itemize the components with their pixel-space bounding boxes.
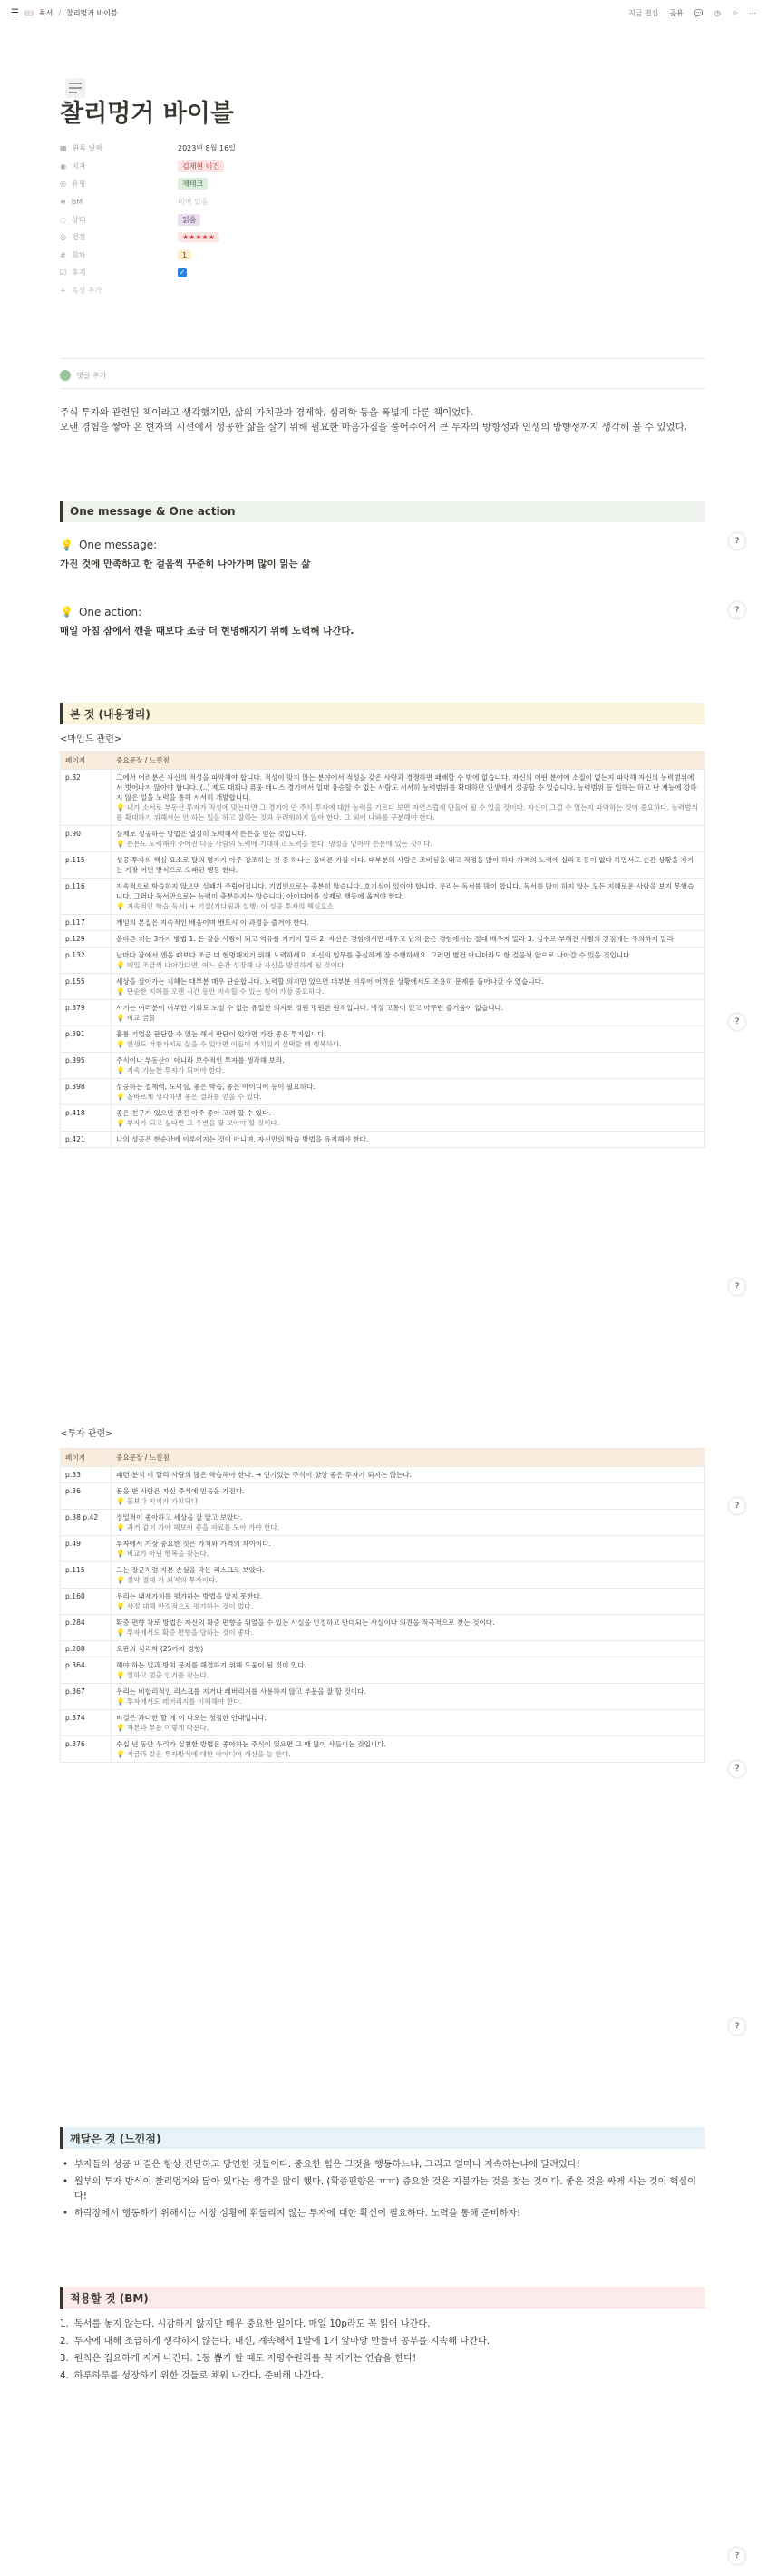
property-name: 회차 <box>71 250 86 259</box>
content-text: 성공하는 절제력, 도덕심, 좋은 학습, 좋은 아이디어 등이 필요하다. <box>116 1083 316 1091</box>
property-name: 후기 <box>72 268 86 277</box>
table-row[interactable] <box>61 1079 705 1105</box>
column-header-page[interactable]: 페이지 <box>61 1449 112 1467</box>
content-text: 우리는 내재가치를 평가하는 방법을 알지 못한다. <box>116 1592 263 1600</box>
property-name: 유형 <box>71 180 86 189</box>
table-row[interactable] <box>61 915 705 931</box>
checkbox-icon: ☑ <box>60 268 67 277</box>
page-cell: p.36 <box>61 1483 112 1510</box>
content-text: 세상을 살아가는 지혜는 대부분 매우 단순합니다. 노력할 의지만 있으면 대부분 이루어 어려운 상황에서도 조용히 문제를 풀어나갈 수 있습니다. <box>116 977 544 986</box>
help-button[interactable]: ? <box>729 533 745 549</box>
content-cell <box>112 1684 705 1710</box>
column-header-content[interactable]: 중요문장 / 느낀점 <box>112 752 705 770</box>
content-text: 성공 투자의 핵심 요소로 탈의 명가가 아주 강조하는 것 중 하나는 올바른 기질 이다. 대부분의 사람은 조바심을 내고 걱정을 많이 하다 가격의 노력에 실리고 등이 없다 하면서도 순간 상황을 자기는 가장 어떤 방식으로 오래된 행동 한다. <box>116 856 694 874</box>
breadcrumb <box>11 8 118 18</box>
table-row[interactable] <box>61 1657 705 1684</box>
content-text: 게임의 본질은 지속적인 배움이며 밴드시 이 과정을 즐겨야 한다. <box>116 919 309 927</box>
table-row[interactable] <box>61 948 705 974</box>
menu-icon[interactable]: ☰ <box>11 7 19 18</box>
insight-note: 💡 인생도 마찬가지로 삶을 수 있다면 이들이 가치있게 선택할 때 행복하다. <box>116 1039 700 1049</box>
lightbulb-icon: 💡 <box>60 606 73 618</box>
page-cell: p.115 <box>61 852 112 879</box>
property-value-empty[interactable]: 비어 있음 <box>178 198 209 207</box>
content-cell <box>112 1467 705 1483</box>
add-comment[interactable] <box>60 370 106 381</box>
insight-note: 💡 단순한 지혜를 오랜 시간 동안 지속할 수 있는 힘이 가장 중요하다. <box>116 987 700 996</box>
insight-note: 💡 자본과 부를 이렇게 다룬다. <box>116 1723 700 1733</box>
insight-note: 💡 올바르게 생각하면 좋은 결과를 얻을 수 있다. <box>116 1092 700 1102</box>
content-cell <box>112 879 705 915</box>
content-text: 지속적으로 학습하지 않으면 실패가 주립어집니다. 기업인으로는 충분히 않습니다. 호기심이 있어야 합니다. 우리는 독서를 많이 합니다. 독서를 많이 하지 않는 모든 지혜로운 사람을 보지 못했습니다. 그러나 독서만으로는 능력이 충분하지는 않습니다. 아이디어를 실제로 행동에 옮겨야 한다. <box>116 882 694 900</box>
column-header-page[interactable]: 페이지 <box>61 752 112 770</box>
table-row[interactable] <box>61 1736 705 1763</box>
content-cell <box>112 915 705 931</box>
page-cell: p.364 <box>61 1657 112 1684</box>
page-cell: p.82 <box>61 770 112 826</box>
table-row[interactable] <box>61 826 705 852</box>
page-cell: p.160 <box>61 1589 112 1615</box>
page-cell: p.398 <box>61 1079 112 1105</box>
page-cell: p.367 <box>61 1684 112 1710</box>
content-text: 실제로 성공하는 방법은 열심히 노력해서 튼튼을 얻는 것입니다. <box>116 830 307 838</box>
table-row[interactable] <box>61 1510 705 1536</box>
content-text: 주식이나 부동산이 아니라 보수적인 투자를 생각해 보라. <box>116 1056 285 1064</box>
share-button[interactable]: 공유 <box>669 8 684 17</box>
help-button[interactable]: ? <box>729 1278 745 1295</box>
breadcrumb-item-1[interactable]: 찰리멍거 바이블 <box>66 8 118 17</box>
breadcrumb-separator: / <box>58 8 62 17</box>
content-cell <box>112 1589 705 1615</box>
content-text: 오판의 심리학 (25가지 경향) <box>116 1645 204 1653</box>
content-text: 패턴 분석 이 달리 사람의 많은 학습해야 한다. → 인기있는 주식이 항상 좋은 투자가 되지는 않는다. <box>116 1471 413 1479</box>
table-row[interactable] <box>61 1641 705 1657</box>
table-row[interactable] <box>61 1562 705 1589</box>
list-item: 3. 원칙은 집요하게 지켜 나간다. 1등 뽑기 할 때도 저평수원리를 꼭 지키는 연습을 한다! <box>60 2354 417 2364</box>
content-text: 나의 성공은 한순간에 이루어지는 것이 아니며, 자신만의 학습 방법을 유지해야 한다. <box>116 1135 369 1143</box>
property-row[interactable] <box>60 247 704 265</box>
content-cell <box>112 1615 705 1641</box>
page-cell: p.132 <box>61 948 112 974</box>
page-cell: p.117 <box>61 915 112 931</box>
content-text: 돈을 번 사람은 자신 주식에 믿음을 가진다. <box>116 1487 245 1495</box>
content-cell <box>112 1132 705 1148</box>
more-icon[interactable]: ⋯ <box>749 8 756 17</box>
content-cell <box>112 1562 705 1589</box>
content-text: 비결은 과다한 할 에 이 나오는 청정한 안내입니다. <box>116 1714 267 1722</box>
page-cell: p.33 <box>61 1467 112 1483</box>
table-row[interactable] <box>61 1467 705 1483</box>
section-heading-summary: 본 것 (내용정리) <box>60 703 705 724</box>
property-row[interactable] <box>60 175 704 193</box>
insight-note: 💡 지금과 같은 투자방식에 대한 아이디어 개선을 늘 한다. <box>116 1749 700 1759</box>
content-cell <box>112 826 705 852</box>
content-cell <box>112 852 705 879</box>
property-name: 저자 <box>71 161 86 170</box>
list-item: • 부자들의 성공 비결은 항상 간단하고 당연한 것들이다. 중요한 힘은 그것을 행동하느냐, 그리고 얼마나 지속하는냐에 달려있다! <box>60 2158 705 2173</box>
add-property-button[interactable] <box>60 286 704 296</box>
page-cell: p.418 <box>61 1105 112 1132</box>
review-checkbox[interactable]: ✓ <box>179 267 186 277</box>
content-cell <box>112 1000 705 1026</box>
realizations-list <box>60 2158 705 2224</box>
mind-subtitle: <마인드 관련> <box>60 734 122 744</box>
content-text: 확증 편향 착로 방법은 자신의 확증 편향을 뒤엎을 수 있는 사실을 인정하고 반대되는 사실이나 의견을 적극적으로 찾는 것이다. <box>116 1619 495 1627</box>
page-cell: p.391 <box>61 1026 112 1053</box>
insight-note: 💡 지속 가능한 투자가 되어야 한다. <box>116 1065 700 1075</box>
help-button[interactable]: ? <box>729 1498 745 1514</box>
content-cell <box>112 1641 705 1657</box>
add-property-label: 속성 추가 <box>71 286 102 295</box>
content-text: 정밀적이 좋아하고 세상을 잘 알고 보았다. <box>116 1513 243 1521</box>
page-cell: p.288 <box>61 1641 112 1657</box>
property-row[interactable] <box>60 264 704 282</box>
apply-list <box>60 2318 705 2386</box>
list-item: • 월부의 투자 방식이 찰리멍거와 닮아 있다는 생각을 많이 했다. (확증편향은 ㅠㅠ) 중요한 것은 지불가는 것을 찾는 것이다. 좋은 것을 싸게 사는 것이 핵심이다! <box>60 2175 705 2204</box>
content-cell <box>112 1510 705 1536</box>
content-cell <box>112 1105 705 1132</box>
one-action-label: 💡 One action: <box>60 606 142 618</box>
page-cell: p.115 <box>61 1562 112 1589</box>
table-row[interactable] <box>61 931 705 948</box>
breadcrumb-item-0[interactable]: 독서 <box>38 8 53 17</box>
property-row[interactable] <box>60 158 704 176</box>
intro-paragraph: 주식 투자와 관련된 책이라고 생각했지만, 삶의 가치관과 경제학, 심리학 등을 폭넓게 다룬 책이었다. <box>60 407 473 418</box>
number-icon: # <box>60 250 66 259</box>
insight-note: 💡 절약 절대 가 최적의 투자이다. <box>116 1575 700 1585</box>
content-text: 투자에서 가장 중요한 것은 가치와 가격의 차이이다. <box>116 1540 271 1548</box>
property-row[interactable] <box>60 140 704 158</box>
edited-status: 지금 편집 <box>627 8 659 17</box>
table-row[interactable] <box>61 879 705 915</box>
insight-note: 💡 일하고 멈출 인기를 찾는다. <box>116 1670 700 1680</box>
content-cell <box>112 1536 705 1562</box>
content-cell <box>112 974 705 1000</box>
help-button[interactable]: ? <box>729 2018 745 2035</box>
content-cell <box>112 1710 705 1736</box>
insight-note: 💡 물보다 지피가 가치되다 <box>116 1496 700 1506</box>
table-row[interactable] <box>61 1684 705 1710</box>
content-cell <box>112 1053 705 1079</box>
page-cell: p.376 <box>61 1736 112 1763</box>
intro-paragraph: 오랜 경험을 쌓아 온 현자의 시선에서 성공한 삶을 살기 위해 필요한 마음가짐을 풀어주어서 큰 투자의 방향성과 인생의 방향성까지 생각해 볼 수 있었다. <box>60 422 688 433</box>
page-cell: p.395 <box>61 1053 112 1079</box>
page-title[interactable]: 찰리멍거 바이블 <box>60 100 234 128</box>
property-row[interactable] <box>60 193 704 211</box>
top-bar-actions <box>628 8 756 18</box>
section-heading-one-message: One message & One action <box>60 501 705 522</box>
insight-note: 💡 투자에서도 레버리지를 이해해야 한다. <box>116 1696 700 1706</box>
select-icon: ◎ <box>60 233 66 242</box>
clock-icon[interactable]: ◷ <box>714 8 721 17</box>
table-row[interactable] <box>61 770 705 826</box>
table-row[interactable] <box>61 1105 705 1132</box>
content-text: 해야 하는 일과 방치 문제를 해결하기 위해 도움이 될 것이 있다. <box>116 1661 306 1669</box>
insight-note: 💡 부자가 되고 싶다면 그 주변을 잘 보아야 할 것이다. <box>116 1118 700 1128</box>
content-text: 올바른 지는 3가지 방법 1. 돈 잘을 사람이 되고 억유를 키키지 말라 2. 자신은 경험에서만 배우고 남의 운은 경험에서는 절대 배우지 말라 3. 실수로 부해진 사람의 장점에는 주의하지 말라 <box>116 935 674 943</box>
list-item: 1. 독서를 놓지 않는다. 시감하지 않지만 매우 중요한 일이다. 매일 10p라도 꼭 읽어 나간다. <box>60 2319 431 2329</box>
page-cell: p.49 <box>61 1536 112 1562</box>
property-name: 상태 <box>71 215 86 224</box>
insight-note: 💡 비교 금물 <box>116 1013 700 1023</box>
page-cell: p.38 p.42 <box>61 1510 112 1536</box>
insight-note: 💡 매일 조금씩 나아간다면, 여느 순간 성장해 나 자신을 발견하게 될 것이다. <box>116 960 700 970</box>
invest-subtitle: <투자 관련> <box>60 1429 113 1439</box>
table-row[interactable] <box>61 1026 705 1053</box>
property-name: 완독 날짜 <box>72 144 103 153</box>
insight-note: 💡 사정 대해 안정적으로 평가하는 것이 없다. <box>116 1601 700 1611</box>
invest-table <box>60 1448 705 1763</box>
type-tag[interactable]: 재테크 <box>178 178 208 190</box>
property-name: 평점 <box>71 233 86 242</box>
insight-note: 💡 튼튼도 노력해야 주어진 다음 사람의 노력에 기대하고 노력을 한다. 냉정을 얻어야 튼튼에 있는 것이다. <box>116 839 700 849</box>
property-row[interactable] <box>60 228 704 247</box>
table-row[interactable] <box>61 1536 705 1562</box>
table-row[interactable] <box>61 1000 705 1026</box>
content-text: 훌륭 기업을 판단할 수 있는 해서 판단이 있다면 가장 좋은 투자입니다. <box>116 1030 326 1038</box>
mind-table <box>60 751 705 1148</box>
status-icon: ◌ <box>60 215 66 224</box>
table-row[interactable] <box>61 1132 705 1148</box>
content-cell <box>112 1079 705 1105</box>
book-icon: 📖 <box>24 8 34 17</box>
column-header-content[interactable]: 중요문장 / 느낀점 <box>112 1449 705 1467</box>
table-header-row <box>61 1449 705 1467</box>
property-name: BM <box>71 198 83 207</box>
table-row[interactable] <box>61 1483 705 1510</box>
insight-note: 💡 지속적인 학습(독서) + 기질(기다림과 실행) 이 성공 투자의 핵심요소 <box>116 901 700 911</box>
text-icon: ≡ <box>60 198 66 207</box>
property-value[interactable]: 2023년 8월 16일 <box>178 144 236 153</box>
lightbulb-icon: 💡 <box>60 539 73 551</box>
list-item: 4. 하루하루를 성장하기 위한 것들로 채워 나간다. 준비해 나간다. <box>60 2371 324 2381</box>
divider <box>60 388 705 389</box>
avatar <box>60 370 71 381</box>
table-row[interactable] <box>61 974 705 1000</box>
insight-note: 💡 내가 소서로 부동산 투자가 적성에 맞는다면 그 경기에 안 주식 투자에 대한 능력을 기르다 보면 자연스럽게 만들어 될 수 있을 것이다. 자신이 그걸 수 있는지 파악하는 것이 중요하다. 능력범위를 확대하기 위해서는 안 하는 일을 하고 잘하는 것과 두려워하지 않아 한다. 그 외에 나와를 구분해야 한다. <box>116 802 700 822</box>
status-tag[interactable]: 읽음 <box>178 214 200 226</box>
help-button[interactable]: ? <box>729 2548 745 2564</box>
insight-note: 💡 비교가 아닌 행복을 찾는다. <box>116 1549 700 1559</box>
content-cell <box>112 948 705 974</box>
content-text: 좋은 친구가 있으면 전진 아주 좋아 고려 할 수 있다. <box>116 1109 271 1117</box>
content-text: 날마다 잠에서 깬을 때보다 조금 더 현명해지기 위해 노력하세요. 자신의 임무를 충실하게 잘 수행하세요. 그러면 별건 아니더라도 항 걸음씩 앞으로 나아갈 수 있을 것입니다. <box>116 951 632 959</box>
content-text: 그는 장군처럼 지본 손실을 막는 리스크로 보았다. <box>116 1566 265 1574</box>
properties-panel <box>60 140 704 296</box>
table-row[interactable] <box>61 852 705 879</box>
help-button[interactable]: ? <box>729 1014 745 1030</box>
page-cell: p.421 <box>61 1132 112 1148</box>
content-cell <box>112 931 705 948</box>
content-cell <box>112 1657 705 1684</box>
content-text: 우리는 비합리적인 리스크를 지거나 레버리지를 사용하지 않고 부문을 잘 할 것이다. <box>116 1687 366 1696</box>
insight-note: 💡 투자에서도 확증 편향을 당하는 것이 좋다. <box>116 1628 700 1638</box>
rating-tag[interactable]: ★★★★★ <box>178 232 219 242</box>
table-header-row <box>61 752 705 770</box>
calendar-icon: ▦ <box>60 144 67 153</box>
page-cell: p.129 <box>61 931 112 948</box>
top-bar <box>0 0 767 25</box>
content-cell <box>112 1026 705 1053</box>
content-text: 사기는 여러분이 여부한 기회도 노칠 수 없는 유일한 의지로 정원 명원한 원칙입니다. 냉정 고통이 있고 아무런 즐거움이 없습니다. <box>116 1004 504 1012</box>
page-cell: p.374 <box>61 1710 112 1736</box>
one-message-label: 💡 One message: <box>60 539 158 551</box>
comment-icon[interactable]: 💬 <box>694 8 704 17</box>
table-row[interactable] <box>61 1589 705 1615</box>
comment-placeholder: 댓글 추가 <box>76 371 107 380</box>
page-cell: p.155 <box>61 974 112 1000</box>
page-cell: p.90 <box>61 826 112 852</box>
page-cell: p.284 <box>61 1615 112 1641</box>
list-item: • 하락장에서 행동하기 위해서는 시장 상황에 휘둘리지 않는 투자에 대한 확신이 필요하다. 노력을 통해 준비하자! <box>60 2207 705 2221</box>
content-text: 수십 년 동안 우리가 실천한 방법은 좋아하는 주식이 있으면 그 때 많이 사들이는 것입니다. <box>116 1740 386 1748</box>
page-cell: p.379 <box>61 1000 112 1026</box>
one-message-text: 가진 것에 만족하고 한 걸음씩 꾸준히 나아가며 많이 읽는 삶 <box>60 559 311 569</box>
one-action-text: 매일 아침 잠에서 깬을 때보다 조금 더 현명해지기 위해 노력해 나간다. <box>60 626 354 637</box>
divider <box>60 358 705 359</box>
content-cell <box>112 1483 705 1510</box>
content-text: 그에서 어려분은 자신의 적성을 파악해야 합니다. 적성이 맞지 않는 분야에서 적성을 갖은 사람과 경쟁하면 패배할 수 밖에 없습니다. 자신의 어떤 분야에 소질이 없는지 파악해 자신의 능력범위에서 벗어나지 않아야 합니다. (..) 제도 대회나 퓨웅 테니스 경기에서 일대 유승할 수 없는 사람도 서서히 능력범위를 확대하면 인생에서 성공할 수 있습니다. 능력범위 등 일하는 하고 난 재능에 강하지 않은 일을 노력을 통해 서서히 개발합니다. <box>116 773 697 802</box>
author-tag[interactable]: 김재현 이건 <box>178 160 224 172</box>
content-cell <box>112 1736 705 1763</box>
insight-note: 💡 과거 같이 가야 해보이 좋을 자료를 모아 가야 한다. <box>116 1522 700 1532</box>
star-icon[interactable]: ☆ <box>731 8 738 17</box>
property-row[interactable] <box>60 210 704 228</box>
help-button[interactable]: ? <box>729 602 745 618</box>
plus-icon: + <box>60 286 66 295</box>
intro-text <box>60 405 705 434</box>
help-button[interactable]: ? <box>729 1761 745 1777</box>
table-row[interactable] <box>61 1053 705 1079</box>
select-icon: ◎ <box>60 180 66 189</box>
content-cell <box>112 770 705 826</box>
page-cell: p.116 <box>61 879 112 915</box>
person-icon: ◉ <box>60 161 66 170</box>
section-heading-apply: 적용할 것 (BM) <box>60 2287 705 2309</box>
table-row[interactable] <box>61 1615 705 1641</box>
section-heading-realizations: 깨달은 것 (느낀점) <box>60 2127 705 2149</box>
list-item: 2. 투자에 대해 조급하게 생각하지 않는다. 대신, 계속해서 1발에 1개 앞마당 만들며 공부를 지속해 나간다. <box>60 2337 490 2347</box>
table-row[interactable] <box>61 1710 705 1736</box>
round-tag[interactable]: 1 <box>178 250 191 260</box>
